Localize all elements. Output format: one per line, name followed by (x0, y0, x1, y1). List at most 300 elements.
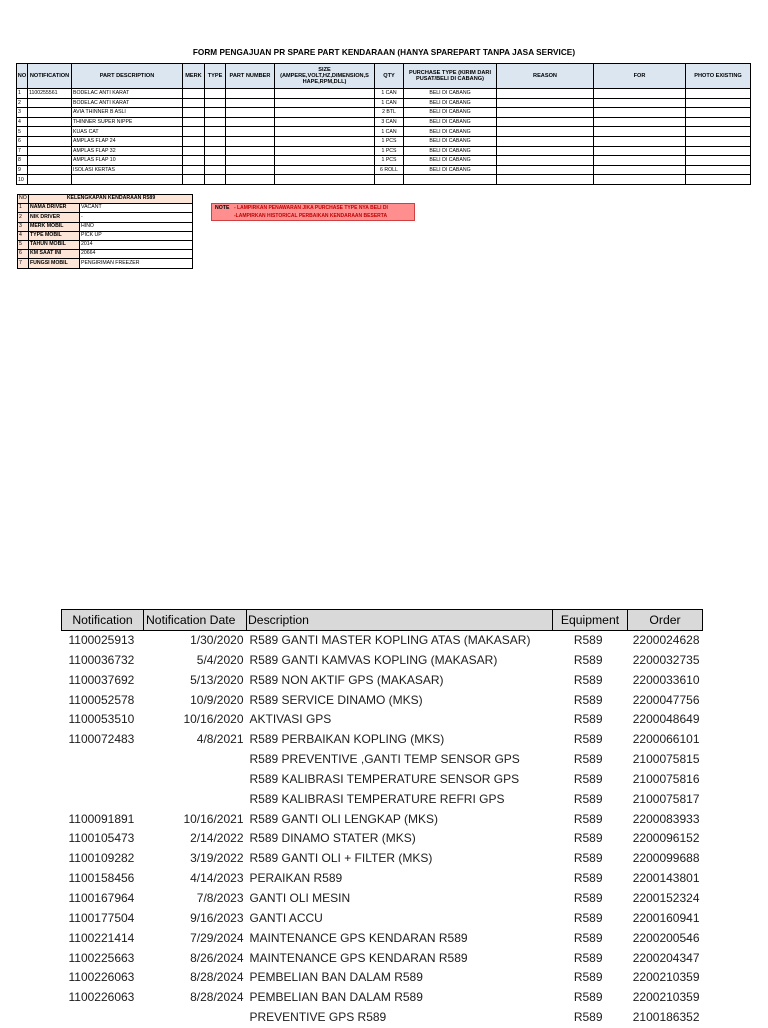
note-line-1: - LAMPIRKAN PENAWARAN JIKA PURCHASE TYPE NYA BELI DI (234, 205, 388, 211)
row-part-number (226, 127, 275, 137)
history-row (62, 710, 703, 730)
row-merk (183, 89, 205, 99)
vehicle-detail-row (18, 213, 193, 222)
row-size (275, 108, 375, 118)
history-equipment: R589 (573, 633, 603, 647)
history-description: R589 GANTI OLI + FILTER (MKS) (249, 851, 433, 866)
row-qty: 1 CAN (375, 89, 404, 99)
row-notification (28, 108, 72, 118)
row-reason (497, 98, 594, 108)
history-row (62, 909, 703, 929)
vehicle-detail-no: 1 (18, 204, 29, 213)
history-notification: 1100167964 (68, 890, 135, 905)
row-purchase-type: BELI DI CABANG (404, 146, 497, 156)
row-part-number (226, 175, 275, 185)
history-equipment: R589 (573, 712, 603, 727)
history-order: 2100075817 (632, 791, 700, 806)
row-purchase-type (404, 175, 497, 185)
table-row (17, 98, 751, 108)
history-row (62, 849, 703, 869)
row-size (275, 175, 375, 185)
history-notification: 1100225663 (68, 950, 135, 965)
row-merk (183, 117, 205, 127)
column-header-part-description: PART DESCRIPTION (72, 64, 183, 89)
row-reason (497, 146, 594, 156)
vehicle-detail-value: 20664 (80, 250, 193, 259)
vehicle-detail-no: 6 (18, 250, 29, 259)
vehicle-detail-label: NIK DRIVER (29, 213, 80, 222)
row-part-number (226, 136, 275, 146)
row-photo (686, 136, 751, 146)
history-description: PEMBELIAN BAN DALAM R589 (249, 970, 423, 985)
row-reason (497, 117, 594, 127)
history-row (62, 988, 703, 1008)
row-for (594, 146, 686, 156)
row-no: 4 (17, 117, 28, 127)
vehicle-detail-value: HINO (80, 222, 193, 231)
history-row (62, 691, 703, 711)
history-order: 2100075816 (632, 771, 700, 786)
row-for (594, 175, 686, 185)
row-notification (28, 165, 72, 175)
history-date: 4/14/2023 (190, 871, 244, 886)
row-reason (497, 89, 594, 99)
row-part-number (226, 108, 275, 118)
history-date (144, 770, 247, 790)
history-equipment: R589 (573, 930, 603, 945)
row-notification (28, 136, 72, 146)
history-date: 8/28/2024 (190, 990, 244, 1005)
history-notification (62, 750, 144, 770)
row-for (594, 98, 686, 108)
row-reason (497, 175, 594, 185)
row-photo (686, 156, 751, 166)
history-equipment: R589 (573, 791, 603, 806)
row-no: 9 (17, 165, 28, 175)
row-type (205, 127, 226, 137)
row-no: 1 (17, 89, 28, 99)
history-description: AKTIVASI GPS (249, 712, 332, 727)
history-notification: 1100036732 (68, 652, 135, 667)
row-part-description: AVIA THINNER B ASLI (72, 108, 183, 118)
column-header-size: SIZE (AMPERE,VOLT,HZ,DIMENSION,S HAPE,RPM,DLL) (275, 64, 375, 89)
row-qty: 2 BTL (375, 108, 404, 118)
vehicle-detail-no: 5 (18, 240, 29, 249)
history-date: 7/29/2024 (190, 930, 244, 945)
vehicle-detail-label: TAHUN MOBIL (29, 240, 80, 249)
row-type (205, 117, 226, 127)
history-date: 10/16/2021 (183, 811, 244, 826)
history-description: R589 GANTI MASTER KOPLING ATAS (MAKASAR) (249, 633, 531, 647)
history-row (62, 770, 703, 790)
row-size (275, 136, 375, 146)
row-merk (183, 156, 205, 166)
history-date (144, 790, 247, 810)
history-date: 5/4/2020 (196, 652, 244, 667)
row-photo (686, 98, 751, 108)
table-row (17, 127, 751, 137)
column-header-purchase-type: PURCHASE TYPE (KIRIM DARI PUSAT/BELI DI CABANG) (404, 64, 497, 89)
row-part-number (226, 89, 275, 99)
vehicle-detail-label: NAMA DRIVER (29, 204, 80, 213)
history-equipment: R589 (573, 990, 603, 1005)
history-notification (62, 770, 144, 790)
row-qty: 1 PCS (375, 146, 404, 156)
maintenance-history-table (61, 609, 703, 1028)
history-row (62, 750, 703, 770)
row-for (594, 136, 686, 146)
history-row (62, 949, 703, 969)
history-header-order: Order (628, 610, 703, 631)
history-notification: 1100177504 (68, 910, 135, 925)
history-order: 2200024628 (632, 633, 700, 647)
row-for (594, 156, 686, 166)
row-size (275, 89, 375, 99)
row-notification (28, 117, 72, 127)
column-header-reason: REASON (497, 64, 594, 89)
row-part-description: BODELAC ANTI KARAT (72, 98, 183, 108)
history-order: 2200099688 (632, 851, 700, 866)
history-date: 9/16/2023 (190, 910, 244, 925)
row-part-description: BODELAC ANTI KARAT (72, 89, 183, 99)
vehicle-detail-row (18, 204, 193, 213)
history-date: 5/13/2020 (190, 672, 244, 687)
history-row (62, 889, 703, 909)
row-for (594, 165, 686, 175)
row-no: 6 (17, 136, 28, 146)
history-date: 3/19/2022 (190, 851, 244, 866)
row-part-number (226, 146, 275, 156)
history-date: 10/9/2020 (190, 692, 244, 707)
row-no: 7 (17, 146, 28, 156)
vehicle-details-title: KELENGKAPAN KENDARAAN R589 (29, 195, 193, 204)
history-order: 2200152324 (632, 890, 700, 905)
history-description: MAINTENANCE GPS KENDARAN R589 (249, 950, 468, 965)
row-type (205, 136, 226, 146)
vehicle-detail-value: PICK UP (80, 231, 193, 240)
row-part-description (72, 175, 183, 185)
row-notification: 1100255561 (28, 89, 72, 99)
column-header-no: NO (17, 64, 28, 89)
history-description: R589 PERBAIKAN KOPLING (MKS) (249, 732, 445, 747)
history-order: 2200032735 (632, 652, 700, 667)
row-notification (28, 127, 72, 137)
column-header-for: FOR (594, 64, 686, 89)
history-order: 2200210359 (632, 970, 700, 985)
history-date: 8/26/2024 (190, 950, 244, 965)
history-order: 2200200546 (632, 930, 700, 945)
history-equipment: R589 (573, 771, 603, 786)
history-notification: 1100053510 (68, 712, 135, 727)
vehicle-detail-row (18, 222, 193, 231)
vehicle-detail-row (18, 240, 193, 249)
history-equipment: R589 (573, 950, 603, 965)
vehicle-detail-row (18, 259, 193, 268)
note-box (211, 203, 415, 221)
history-description: R589 NON AKTIF GPS (MAKASAR) (249, 672, 444, 687)
history-description: R589 GANTI KAMVAS KOPLING (MAKASAR) (249, 652, 498, 667)
row-size (275, 156, 375, 166)
history-equipment: R589 (573, 811, 603, 826)
column-header-photo-existing: PHOTO EXISTING (686, 64, 751, 89)
vehicle-detail-no: 2 (18, 213, 29, 222)
row-size (275, 146, 375, 156)
column-header-qty: QTY (375, 64, 404, 89)
row-qty: 1 PCS (375, 136, 404, 146)
history-description: PERAIKAN R589 (249, 871, 343, 886)
row-size (275, 127, 375, 137)
history-notification: 1100025913 (68, 633, 135, 647)
row-part-description: THINNER SUPER NIPPE (72, 117, 183, 127)
row-notification (28, 175, 72, 185)
history-notification: 1100109282 (68, 851, 135, 866)
history-equipment: R589 (573, 732, 603, 747)
vehicle-detail-no: 3 (18, 222, 29, 231)
vehicle-detail-label: FUNGSI MOBIL (29, 259, 80, 268)
history-notification: 1100037692 (68, 672, 135, 687)
table-row (17, 117, 751, 127)
history-notification: 1100221414 (68, 930, 135, 945)
row-type (205, 165, 226, 175)
history-description: R589 PREVENTIVE ,GANTI TEMP SENSOR GPS (249, 752, 520, 767)
history-equipment: R589 (573, 910, 603, 925)
row-merk (183, 165, 205, 175)
history-date: 8/28/2024 (190, 970, 244, 985)
row-qty: 1 PCS (375, 156, 404, 166)
history-header-equipment: Equipment (553, 610, 628, 631)
history-row (62, 631, 703, 651)
vehicle-detail-value: - (80, 213, 193, 222)
history-notification: 1100158456 (68, 871, 135, 886)
history-order: 2200096152 (632, 831, 700, 846)
column-header-part-number: PART NUMBER (226, 64, 275, 89)
row-purchase-type: BELI DI CABANG (404, 165, 497, 175)
vehicle-detail-value: 2014 (80, 240, 193, 249)
history-order: 2200033610 (632, 672, 700, 687)
note-line-2: -LAMPIRKAN HISTORICAL PERBAIKAN KENDARAAN BESERTA (234, 213, 388, 219)
column-header-merk: MERK (183, 64, 205, 89)
row-merk (183, 127, 205, 137)
row-part-number (226, 156, 275, 166)
row-no: 2 (17, 98, 28, 108)
history-order: 2200143801 (632, 871, 700, 886)
history-row (62, 929, 703, 949)
row-part-description: KUAS CAT (72, 127, 183, 137)
row-merk (183, 175, 205, 185)
history-equipment: R589 (573, 970, 603, 985)
vehicle-details-header-row (18, 195, 193, 204)
row-photo (686, 89, 751, 99)
table-row (17, 136, 751, 146)
row-qty: 1 CAN (375, 127, 404, 137)
part-request-table (16, 63, 751, 185)
history-equipment: R589 (573, 851, 603, 866)
history-order: 2200160941 (632, 910, 700, 925)
vehicle-detail-value: PENGIRIMAN FREEZER (80, 259, 193, 268)
vehicle-details-table (17, 194, 193, 269)
history-description: GANTI OLI MESIN (249, 890, 351, 905)
column-header-type: TYPE (205, 64, 226, 89)
vehicle-details-no-header: NO (18, 195, 29, 204)
history-notification: 1100072483 (68, 732, 135, 747)
history-description: R589 GANTI OLI LENGKAP (MKS) (249, 811, 439, 826)
history-equipment: R589 (573, 752, 603, 767)
history-notification: 1100052578 (68, 692, 135, 707)
row-qty: 1 CAN (375, 98, 404, 108)
row-purchase-type: BELI DI CABANG (404, 98, 497, 108)
history-description: GANTI ACCU (249, 910, 323, 925)
row-qty (375, 175, 404, 185)
history-notification: 1100226063 (68, 970, 135, 985)
row-no: 5 (17, 127, 28, 137)
column-header-notification: NOTIFICATION (28, 64, 72, 89)
history-row (62, 651, 703, 671)
history-header-notification: Notification (62, 610, 144, 631)
row-purchase-type: BELI DI CABANG (404, 108, 497, 118)
vehicle-detail-row (18, 231, 193, 240)
row-photo (686, 146, 751, 156)
history-date: 10/16/2020 (183, 712, 244, 727)
history-row (62, 829, 703, 849)
history-date: 4/8/2021 (196, 732, 244, 747)
row-type (205, 98, 226, 108)
vehicle-detail-value: VACANT (80, 204, 193, 213)
vehicle-detail-no: 7 (18, 259, 29, 268)
row-part-description: ISOLASI KERTAS (72, 165, 183, 175)
history-date: 2/14/2022 (190, 831, 244, 846)
row-purchase-type: BELI DI CABANG (404, 156, 497, 166)
history-header-description: Description (247, 610, 553, 631)
form-title: FORM PENGAJUAN PR SPARE PART KENDARAAN (HANYA SPAREPART TANPA JASA SERVICE) (192, 48, 576, 57)
table-row (17, 165, 751, 175)
history-equipment: R589 (573, 871, 603, 886)
vehicle-detail-label: KM SAAT INI (29, 250, 80, 259)
history-equipment: R589 (573, 652, 603, 667)
history-row (62, 869, 703, 889)
row-qty: 3 CAN (375, 117, 404, 127)
history-description: R589 KALIBRASI TEMPERATURE REFRI GPS (249, 791, 505, 806)
row-qty: 6 ROLL (375, 165, 404, 175)
row-part-description: AMPLAS FLAP 32 (72, 146, 183, 156)
history-notification: 1100091891 (68, 811, 135, 826)
history-header-notification-date: Notification Date (144, 610, 247, 631)
row-no: 3 (17, 108, 28, 118)
row-part-description: AMPLAS FLAP 24 (72, 136, 183, 146)
row-for (594, 127, 686, 137)
row-merk (183, 108, 205, 118)
row-size (275, 117, 375, 127)
history-equipment: R589 (573, 890, 603, 905)
row-size (275, 98, 375, 108)
history-order: 2200047756 (632, 692, 700, 707)
row-notification (28, 156, 72, 166)
row-for (594, 89, 686, 99)
history-date (144, 1008, 247, 1028)
history-description: PEMBELIAN BAN DALAM R589 (249, 990, 423, 1005)
history-description: MAINTENANCE GPS KENDARAN R589 (249, 930, 468, 945)
vehicle-detail-no: 4 (18, 231, 29, 240)
row-notification (28, 146, 72, 156)
row-type (205, 108, 226, 118)
history-order: 2200204347 (632, 950, 700, 965)
history-date (144, 750, 247, 770)
row-reason (497, 127, 594, 137)
history-header-row (62, 610, 703, 631)
history-row (62, 1008, 703, 1028)
table-row (17, 146, 751, 156)
row-photo (686, 127, 751, 137)
row-type (205, 156, 226, 166)
history-notification (62, 1008, 144, 1028)
row-photo (686, 117, 751, 127)
row-type (205, 175, 226, 185)
row-photo (686, 165, 751, 175)
row-notification (28, 98, 72, 108)
history-description: PREVENTIVE GPS R589 (249, 1010, 387, 1025)
row-for (594, 117, 686, 127)
history-equipment: R589 (573, 1010, 603, 1025)
table-row (17, 175, 751, 185)
history-date: 1/30/2020 (190, 633, 244, 647)
history-date: 7/8/2023 (196, 890, 244, 905)
row-merk (183, 136, 205, 146)
row-purchase-type: BELI DI CABANG (404, 136, 497, 146)
history-order: 2100186352 (632, 1010, 700, 1025)
row-part-number (226, 117, 275, 127)
row-reason (497, 136, 594, 146)
row-photo (686, 108, 751, 118)
table-row (17, 89, 751, 99)
vehicle-detail-label: TYPE MOBIL (29, 231, 80, 240)
history-notification: 1100226063 (68, 990, 135, 1005)
history-notification (62, 790, 144, 810)
row-purchase-type: BELI DI CABANG (404, 89, 497, 99)
history-equipment: R589 (573, 672, 603, 687)
vehicle-detail-row (18, 250, 193, 259)
row-for (594, 108, 686, 118)
table-row (17, 156, 751, 166)
history-equipment: R589 (573, 692, 603, 707)
history-description: R589 DINAMO STATER (MKS) (249, 831, 416, 846)
row-size (275, 165, 375, 175)
history-row (62, 968, 703, 988)
table-header-row (17, 64, 751, 89)
row-purchase-type: BELI DI CABANG (404, 127, 497, 137)
row-no: 8 (17, 156, 28, 166)
row-part-number (226, 165, 275, 175)
row-type (205, 146, 226, 156)
row-reason (497, 108, 594, 118)
history-order: 2200048649 (632, 712, 700, 727)
row-reason (497, 165, 594, 175)
history-description: R589 SERVICE DINAMO (MKS) (249, 692, 423, 707)
table-row (17, 108, 751, 118)
row-type (205, 89, 226, 99)
note-label: NOTE (215, 205, 230, 211)
history-row (62, 790, 703, 810)
row-purchase-type: BELI DI CABANG (404, 117, 497, 127)
row-part-number (226, 98, 275, 108)
history-order: 2200210359 (632, 990, 700, 1005)
history-description: R589 KALIBRASI TEMPERATURE SENSOR GPS (249, 771, 520, 786)
row-merk (183, 146, 205, 156)
history-notification: 1100105473 (68, 831, 135, 846)
history-order: 2100075815 (632, 752, 700, 767)
row-merk (183, 98, 205, 108)
history-row (62, 730, 703, 750)
row-photo (686, 175, 751, 185)
history-row (62, 671, 703, 691)
